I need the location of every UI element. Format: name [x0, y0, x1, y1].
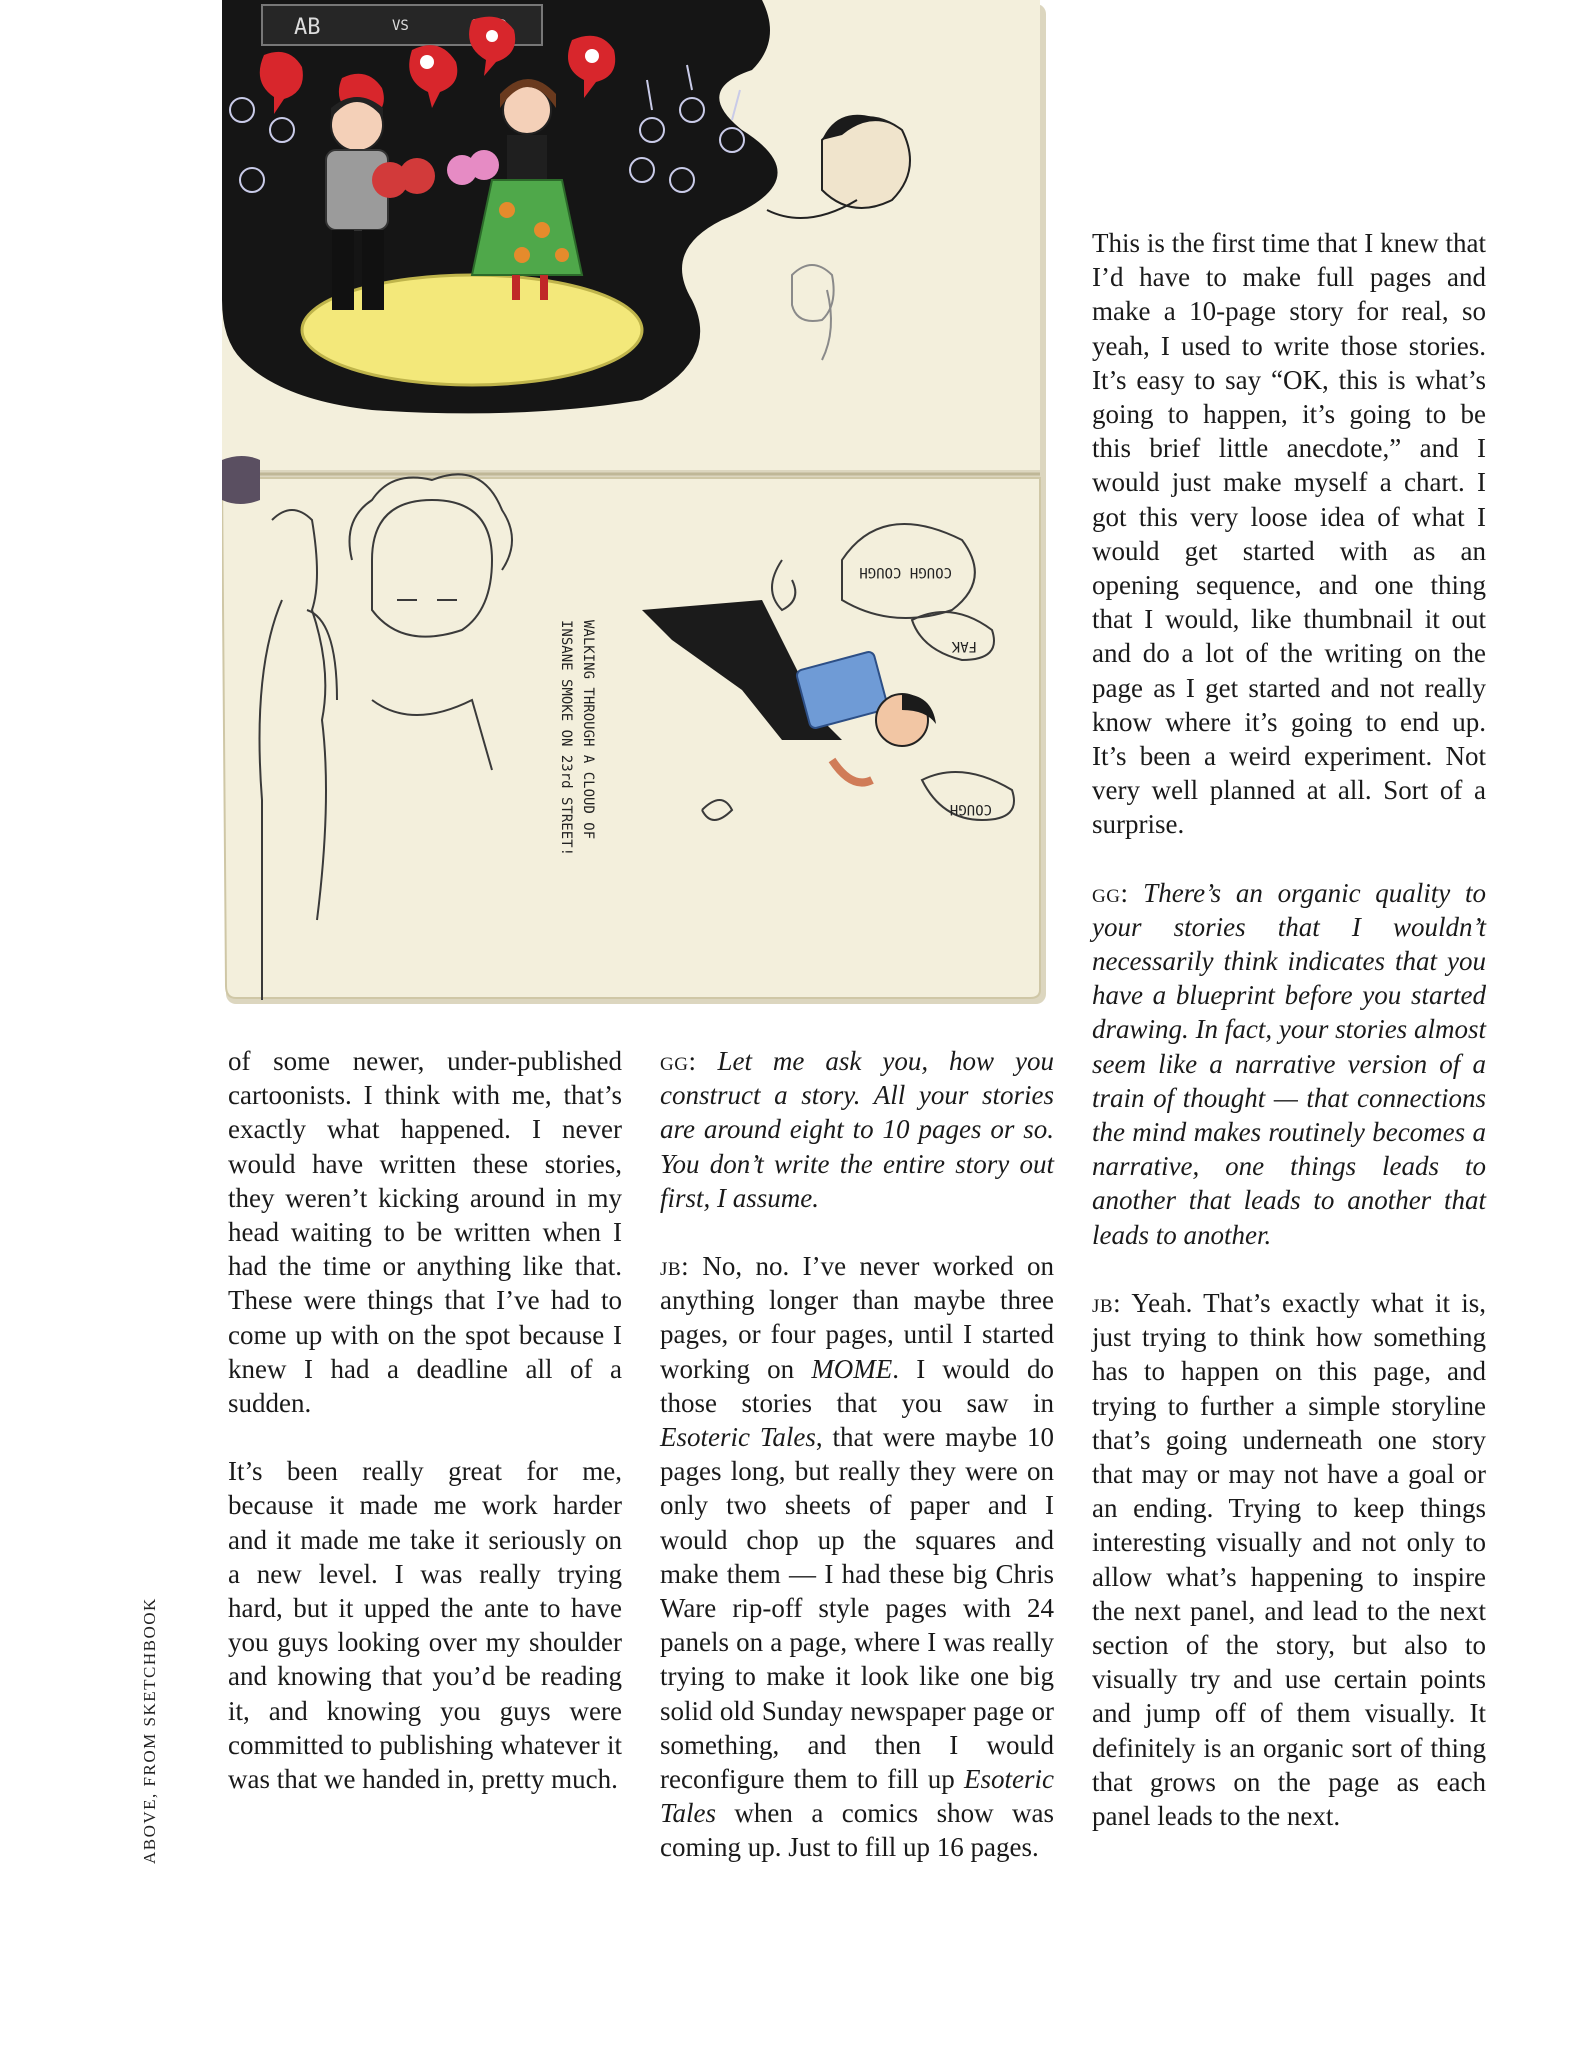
sketchbook-illustration	[222, 0, 1050, 1010]
middle-column	[660, 1044, 1054, 1865]
speaker-gg: gg:	[660, 1046, 697, 1076]
answer-text: Yeah. That’s exactly what it is, just trying to think how something has to happen on this page, and trying to further a simple storyline that’s going underneath one story that may or may not have a goal or an ending. Trying to keep things interesting visually and not only to allow what’s happening to inspire the next panel, and lead to the next section of the story, but also to visually try and use certain points and jump off of them visually. It definitely is an organic sort of thing that grows on the page as each panel leads to the next.	[1092, 1287, 1487, 1831]
cough-bubble-bottom-text: COUGH	[949, 801, 992, 817]
answer-text-a: No, no. I’ve never worked on anything longer than maybe three pages, or four pages, until I started working on	[660, 1251, 1054, 1384]
sketchbook-drawing	[222, 0, 1050, 1010]
cough-bubble-top-text: COUGH COUGH	[859, 564, 952, 580]
banner-mid-text: VS	[392, 18, 409, 34]
right-paragraph-2	[1092, 876, 1486, 1252]
ribbon-bookmark	[222, 456, 260, 504]
left-paragraph-2: It’s been really great for me, because it made me work harder and it made me take it seriously on a new level. I was really trying hard, but it upped the ante to have you guys looking over my shoulder and knowing that you’d be reading it, and knowing you guys were committed to publishing whatever it was that we handed in, pretty much.	[228, 1456, 622, 1795]
right-column	[1092, 226, 1486, 1833]
middle-paragraph-2	[660, 1249, 1054, 1865]
title-esoteric-tales: Esoteric Tales	[660, 1422, 816, 1453]
title-esoteric-tales-2: Esoteric Tales	[660, 1764, 1054, 1829]
speaker-gg: gg:	[1092, 877, 1129, 908]
fak-bubble-text: FAK	[951, 638, 977, 654]
question-text: Let me ask you, how you construct a story. All your stories are around eight to 10 pages or so. You don’t write the entire story out first, I assume.	[660, 1046, 1055, 1213]
right-paragraph-1: This is the first time that I knew that I’d have to make full pages and make a 10-page story for real, so yeah, I used to write those stories. It’s easy to say “OK, this is what’s going to happen, it’s going to be this brief little anecdote,” and I would just make myself a chart. I got this very loose idea of what I would get started with as an opening sequence, and one thing that I would, like thumbnail it out and do a lot of the writing on the page as I get started and not really know where it’s going to end up. It’s been a weird experiment. Not very well planned at all. Sort of a surprise.	[1092, 228, 1486, 840]
sketchbook-caption: ABOVE, FROM SKETCHBOOK	[140, 1597, 159, 1864]
title-mome: MOME	[811, 1353, 893, 1384]
vertical-note-line-2: INSANE SMOKE ON 23rd STREET!	[558, 620, 574, 857]
question-text: There’s an organic quality to your stories that I wouldn’t necessarily think indicates that you have a blueprint before you started drawing. In fact, your stories almost seem like a narrative version of a train of thought — that connections the mind makes routinely becomes a narrative, one things leads to another that leads to another that leads to another.	[1092, 877, 1486, 1250]
middle-paragraph-1	[660, 1044, 1054, 1215]
left-column	[228, 1044, 622, 1796]
speaker-jb: jb:	[660, 1251, 690, 1282]
answer-text-b: . I would do those stories that you saw in	[660, 1353, 1054, 1418]
vertical-note-line-1: WALKING THROUGH A CLOUD OF	[580, 620, 596, 840]
left-paragraph-1: of some newer, under-published cartoonists. I think with me, that’s exactly what happened. I never would have written these stories, they weren’t kicking around in my head waiting to be written when I had the time or anything like that. These were things that I’ve had to come up with on the spot because I knew I had a deadline all of a sudden.	[228, 1046, 622, 1419]
speaker-jb: jb:	[1092, 1287, 1122, 1318]
answer-text-d: when a comics show was coming up. Just to fill up 16 pages.	[660, 1798, 1054, 1863]
banner-left-text: AB	[294, 15, 321, 40]
right-paragraph-3	[1092, 1286, 1486, 1833]
answer-text-c: , that were maybe 10 pages long, but really they were on only two sheets of paper and I would chop up the squares and make them — I had these big Chris Ware rip-off style pages with 24 panels on a page, where I was really trying to make it look like one big solid old Sunday newspaper page or something, and then I would reconfigure them to fill up	[660, 1422, 1054, 1795]
